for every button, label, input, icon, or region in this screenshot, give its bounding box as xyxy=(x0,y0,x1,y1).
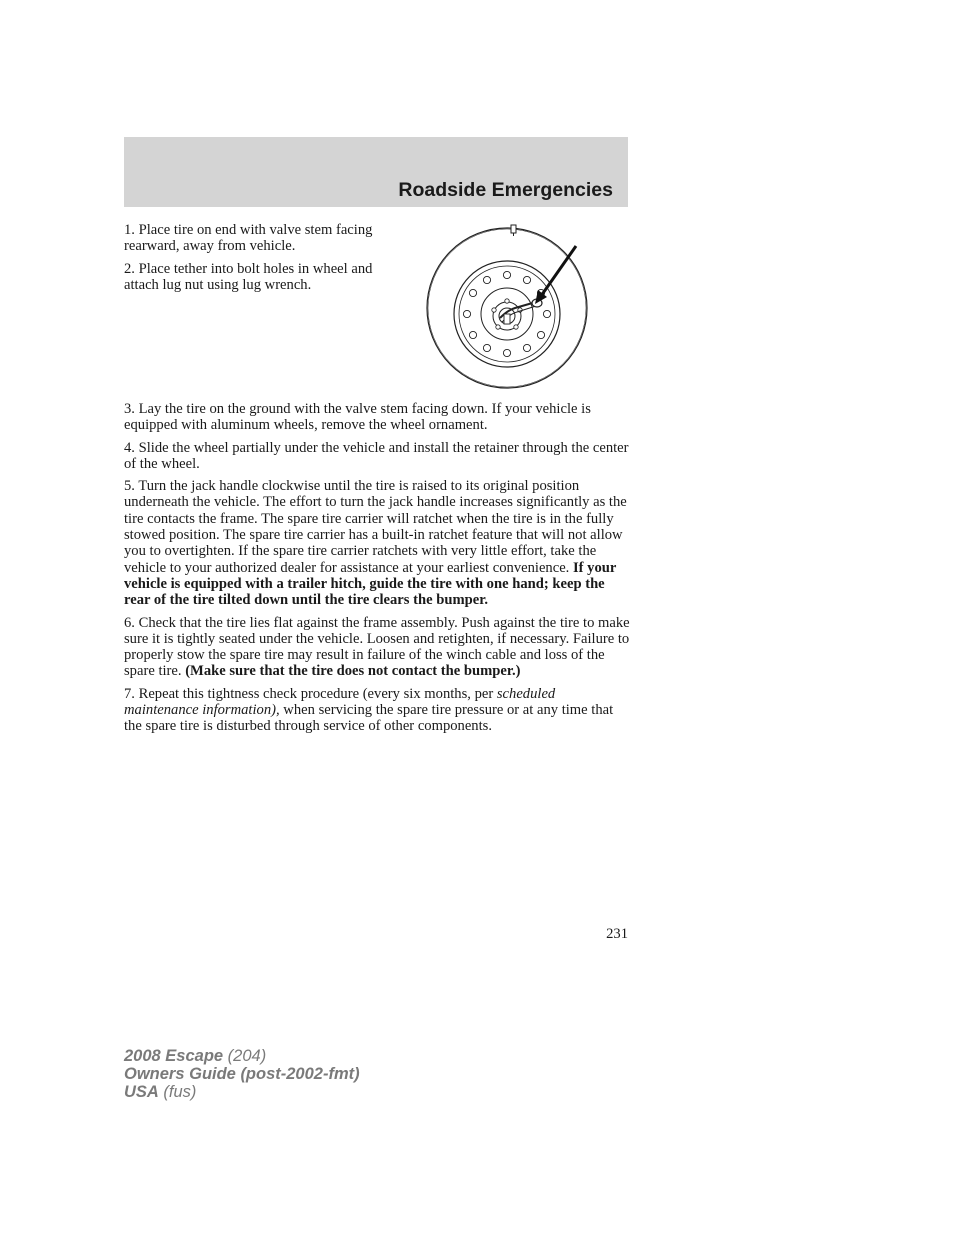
section-title: Roadside Emergencies xyxy=(398,179,613,201)
step-5-warning: If your vehicle is equipped with a trailer hitch, guide the tire with one hand; keep the rear of the tire tilted down until the tire clears the bumper. xyxy=(124,559,617,609)
page-number: 231 xyxy=(606,926,628,942)
footer xyxy=(124,1047,360,1101)
step-7-post: when servicing the spare tire pressure or at any time that the spare tire is disturbed through service of other components. xyxy=(124,702,614,735)
step-7-pre: 7. Repeat this tightness check procedure (every six months, per xyxy=(124,685,497,702)
footer-line-3 xyxy=(124,1083,360,1101)
step-2: 2. Place tether into bolt holes in wheel and attach lug nut using lug wrench. xyxy=(124,260,373,293)
top-steps xyxy=(124,222,386,293)
section-header xyxy=(124,137,628,207)
step-7 xyxy=(124,686,630,735)
arrow-icon xyxy=(541,246,576,296)
main-steps xyxy=(124,401,630,735)
step-1: 1. Place tire on end with valve stem facing rearward, away from vehicle. xyxy=(124,222,373,255)
valve-stem-icon xyxy=(511,225,516,233)
step-6 xyxy=(124,615,630,680)
step-4: 4. Slide the wheel partially under the vehicle and install the retainer through the center of the wheel. xyxy=(124,439,629,472)
spare-tire-illustration xyxy=(420,222,592,390)
step-5 xyxy=(124,478,630,608)
step-6-text: 6. Check that the tire lies flat against the frame assembly. Push against the tire to make sure it is tightly seated under the vehicle. Loosen and retighten, if necessary. Failure to properly stow the spare tire may result in failure of the winch cable and loss of the spare tire. xyxy=(124,614,630,680)
step-5-text: 5. Turn the jack handle clockwise until the tire is raised to its original position underneath the vehicle. The effort to turn the jack handle increases significantly as the tire contacts the frame. The spare tire carrier will ratchet when the tire is in the fully stowed position. The spare tire carrier has a built-in ratchet feature that will not allow you to overtighten. If the spare tire carrier ratchets with very little effort, take the vehicle to your authorized dealer for assistance at your earliest convenience. xyxy=(124,478,627,576)
footer-guide: Owners Guide (post-2002-fmt) xyxy=(124,1065,360,1083)
footer-market-code: (fus) xyxy=(158,1083,197,1101)
step-6-warning: (Make sure that the tire does not contact the bumper.) xyxy=(185,663,521,680)
footer-model-code: (204) xyxy=(223,1047,267,1065)
step-3: 3. Lay the tire on the ground with the valve stem facing down. If your vehicle is equipped with aluminum wheels, remove the wheel ornament. xyxy=(124,401,591,434)
footer-model: 2008 Escape xyxy=(124,1047,224,1065)
footer-market: USA xyxy=(124,1083,159,1101)
footer-line-2 xyxy=(124,1065,360,1083)
step-7-reference: scheduled maintenance information), xyxy=(124,685,556,719)
footer-line-1 xyxy=(124,1047,360,1065)
